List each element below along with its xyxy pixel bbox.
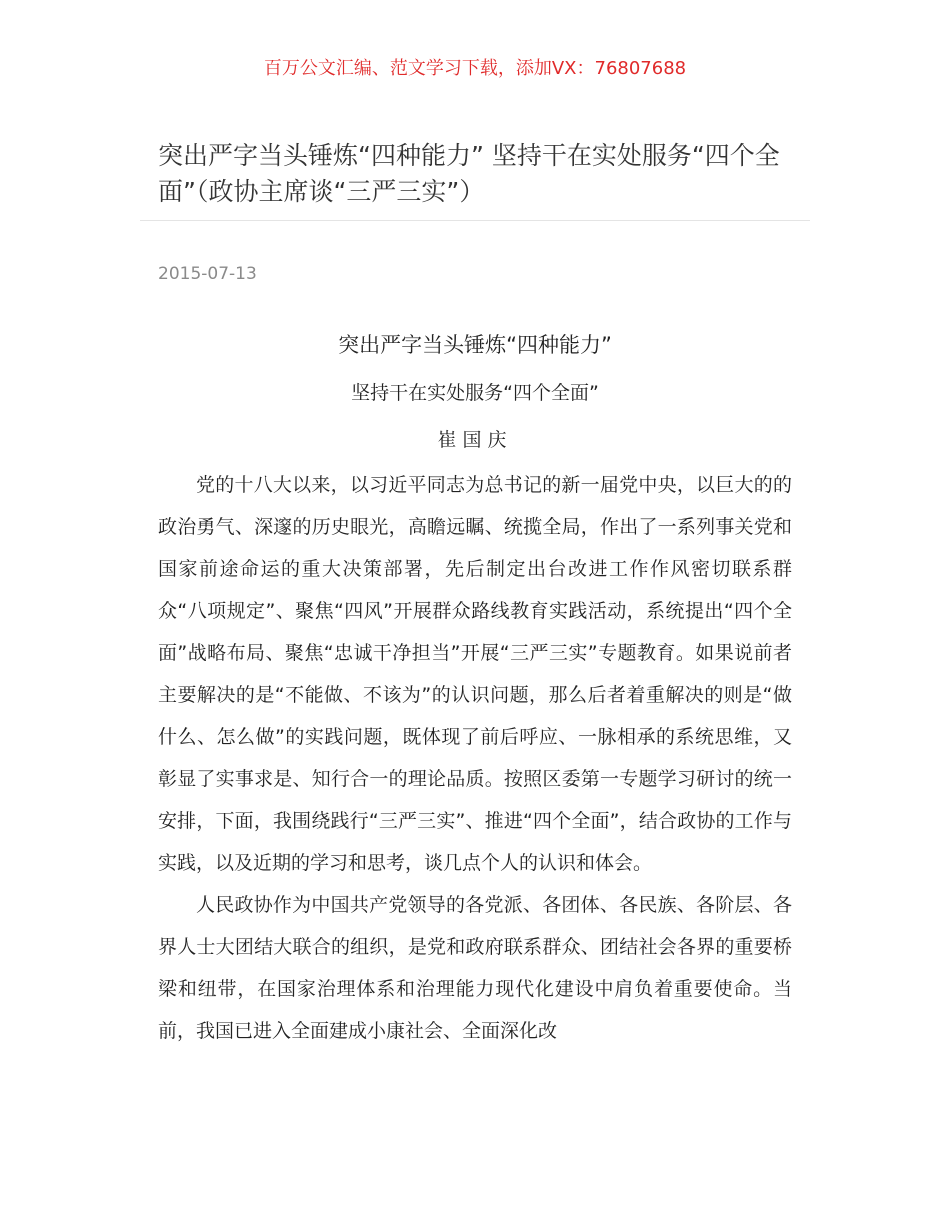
headline-sub: 坚持干在实处服务“四个全面” — [351, 382, 599, 404]
title-divider — [140, 220, 810, 221]
paragraph: 人民政协作为中国共产党领导的各党派、各团体、各民族、各阶层、各界人士大团结大联合的组织，是党和政府联系群众、团结社会各界的重要桥梁和纽带，在国家治理体系和治理能力现代化建设中肩负着重要使命。当前，我国已进入全面建成小康社会、全面深化改 — [158, 894, 792, 1042]
headline-main: 突出严字当头锤炼“四种能力” — [338, 333, 612, 357]
promo-banner: 百万公文汇编、范文学习下载，添加VX：76807688 — [263, 58, 687, 79]
paragraph: 党的十八大以来，以习近平同志为总书记的新一届党中央，以巨大的的政治勇气、深邃的历史眼光，高瞻远瞩、统揽全局，作出了一系列事关党和国家前途命运的重大决策部署，先后制定出台改进工作作风密切联系群众“八项规定”、聚焦“四风”开展群众路线教育实践活动，系统提出“四个全面”战略布局、聚焦“忠诚干净担当”开展“三严三实”专题教育。如果说前者主要解决的是“不能做、不该为”的认识问题，那么后者着重解决的则是“做什么、怎么做”的实践问题，既体现了前后呼应、一脉相承的系统思维，又彰显了实事求是、知行合一的理论品质。按照区委第一专题学习研讨的统一安排，下面，我围绕践行“三严三实”、推进“四个全面”，结合政协的工作与实践，以及近期的学习和思考，谈几点个人的认识和体会。 — [158, 474, 792, 874]
article-body — [158, 330, 792, 1052]
author-name: 崔国庆 — [437, 429, 513, 451]
publish-date: 2015-07-13 — [158, 264, 257, 284]
article-title: 突出严字当头锤炼“四种能力” 坚持干在实处服务“四个全面”（政协主席谈“三严三实”） — [158, 141, 780, 206]
